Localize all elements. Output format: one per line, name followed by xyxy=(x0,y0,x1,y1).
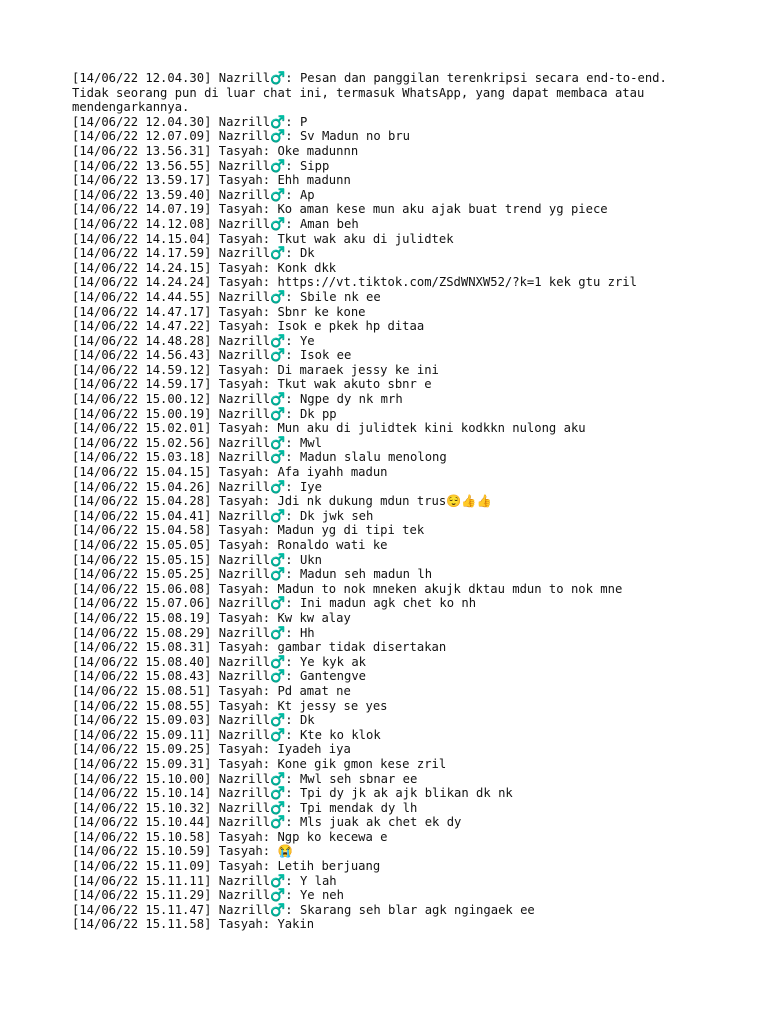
message-line: [14/06/22 15.11.58] Tasyah: Yakin xyxy=(72,917,315,932)
message-line: [14/06/22 15.04.28] Tasyah: Jdi nk dukung mdun trus😌👍👍 xyxy=(72,494,492,509)
message-line: [14/06/22 13.56.31] Tasyah: Oke madunnn xyxy=(72,143,359,158)
chat-transcript xyxy=(72,71,712,932)
message-line: [14/06/22 15.09.11] Nazrill♂️: Kte ko klok xyxy=(72,727,381,742)
message-line: [14/06/22 15.08.31] Tasyah: gambar tidak disertakan xyxy=(72,640,447,655)
message-line: [14/06/22 15.10.00] Nazrill♂️: Mwl seh sbnar ee xyxy=(72,771,418,786)
message-line: [14/06/22 14.44.55] Nazrill♂️: Sbile nk ee xyxy=(72,289,381,304)
message-line: [14/06/22 14.59.12] Tasyah: Di maraek jessy ke ini xyxy=(72,362,439,377)
message-line: [14/06/22 15.04.58] Tasyah: Madun yg di tipi tek xyxy=(72,523,425,538)
message-line: [14/06/22 15.08.43] Nazrill♂️: Gantengve xyxy=(72,669,366,684)
message-line: [14/06/22 15.05.05] Tasyah: Ronaldo wati ke xyxy=(72,538,388,552)
message-line: [14/06/22 15.07.06] Nazrill♂️: Ini madun agk chet ko nh xyxy=(72,596,477,611)
message-line: [14/06/22 15.10.32] Nazrill♂️: Tpi mendak dy lh xyxy=(72,800,418,815)
message-line: [14/06/22 15.05.25] Nazrill♂️: Madun seh madun lh xyxy=(72,567,433,582)
message-line: [14/06/22 15.04.15] Tasyah: Afa iyahh madun xyxy=(72,465,388,480)
message-line: [14/06/22 15.08.29] Nazrill♂️: Hh xyxy=(72,625,315,640)
message-line: [14/06/22 14.24.15] Tasyah: Konk dkk xyxy=(72,260,337,275)
message-line: [14/06/22 15.02.01] Tasyah: Mun aku di julidtek kini kodkkn nulong aku xyxy=(72,421,586,436)
message-line: [14/06/22 14.59.17] Tasyah: Tkut wak akuto sbnr e xyxy=(72,377,432,392)
message-line: [14/06/22 15.02.56] Nazrill♂️: Mwl xyxy=(72,435,322,450)
message-line: [14/06/22 15.10.59] Tasyah: 😭 xyxy=(72,844,293,859)
message-line: [14/06/22 13.56.55] Nazrill♂️: Sipp xyxy=(72,158,330,173)
message-line: [14/06/22 15.10.14] Nazrill♂️: Tpi dy jk ak ajk blikan dk nk xyxy=(72,786,513,801)
message-line: [14/06/22 15.10.44] Nazrill♂️: Mls juak ak chet ek dy xyxy=(72,815,462,830)
message-line: [14/06/22 15.00.12] Nazrill♂️: Ngpe dy nk mrh xyxy=(72,392,403,407)
message-line: [14/06/22 13.59.40] Nazrill♂️: Ap xyxy=(72,187,315,202)
message-line: [14/06/22 15.09.31] Tasyah: Kone gik gmon kese zril xyxy=(72,756,447,771)
message-line: [14/06/22 15.04.41] Nazrill♂️: Dk jwk seh xyxy=(72,508,374,523)
message-line: [14/06/22 12.07.09] Nazrill♂️: Sv Madun no bru xyxy=(72,129,411,144)
message-line: [14/06/22 15.11.29] Nazrill♂️: Ye neh xyxy=(72,888,344,903)
message-line: [14/06/22 14.48.28] Nazrill♂️: Ye xyxy=(72,333,315,348)
message-line: [14/06/22 15.06.08] Tasyah: Madun to nok mneken akujk dktau mdun to nok mne xyxy=(72,581,623,596)
message-line: [14/06/22 15.10.58] Tasyah: Ngp ko kecewa e xyxy=(72,829,388,844)
message-line: [14/06/22 15.08.51] Tasyah: Pd amat ne xyxy=(72,683,351,698)
message-line: [14/06/22 14.17.59] Nazrill♂️: Dk xyxy=(72,246,315,261)
message-line: [14/06/22 15.04.26] Nazrill♂️: Iye xyxy=(72,479,322,494)
message-line: [14/06/22 14.47.17] Tasyah: Sbnr ke kone xyxy=(72,304,366,319)
message-line: [14/06/22 12.04.30] Nazrill♂️: P xyxy=(72,114,308,129)
message-line: [14/06/22 15.11.11] Nazrill♂️: Y lah xyxy=(72,873,337,888)
message-line: [14/06/22 15.05.15] Nazrill♂️: Ukn xyxy=(72,552,322,567)
message-line: [14/06/22 14.12.08] Nazrill♂️: Aman beh xyxy=(72,216,359,231)
message-line: [14/06/22 14.56.43] Nazrill♂️: Isok ee xyxy=(72,348,352,363)
message-line: [14/06/22 14.07.19] Tasyah: Ko aman kese mun aku ajak buat trend yg piece xyxy=(72,202,608,217)
message-line: [14/06/22 15.08.40] Nazrill♂️: Ye kyk ak xyxy=(72,654,366,669)
message-line: [14/06/22 14.15.04] Tasyah: Tkut wak aku di julidtek xyxy=(72,231,454,246)
intro-line: mendengarkannya. xyxy=(72,100,190,115)
intro-line: [14/06/22 12.04.30] Nazrill♂️: Pesan dan panggilan terenkripsi secara end-to-end. xyxy=(72,71,667,85)
message-line: [14/06/22 15.09.03] Nazrill♂️: Dk xyxy=(72,713,315,728)
message-line: [14/06/22 13.59.17] Tasyah: Ehh madunn xyxy=(72,173,351,188)
intro-line: Tidak seorang pun di luar chat ini, termasuk WhatsApp, yang dapat membaca atau xyxy=(72,85,645,100)
message-line: [14/06/22 15.08.55] Tasyah: Kt jessy se yes xyxy=(72,698,388,713)
message-line: [14/06/22 15.03.18] Nazrill♂️: Madun slalu menolong xyxy=(72,450,447,465)
message-line: [14/06/22 15.11.09] Tasyah: Letih berjuang xyxy=(72,859,381,874)
message-line: [14/06/22 15.08.19] Tasyah: Kw kw alay xyxy=(72,610,351,625)
message-line: [14/06/22 15.00.19] Nazrill♂️: Dk pp xyxy=(72,406,337,421)
message-line: [14/06/22 14.24.24] Tasyah: https://vt.tiktok.com/ZSdWNXW52/?k=1 kek gtu zril xyxy=(72,275,637,290)
message-line: [14/06/22 15.09.25] Tasyah: Iyadeh iya xyxy=(72,742,351,757)
message-line: [14/06/22 14.47.22] Tasyah: Isok e pkek hp ditaa xyxy=(72,319,425,334)
message-line: [14/06/22 15.11.47] Nazrill♂️: Skarang seh blar agk ngingaek ee xyxy=(72,902,535,917)
